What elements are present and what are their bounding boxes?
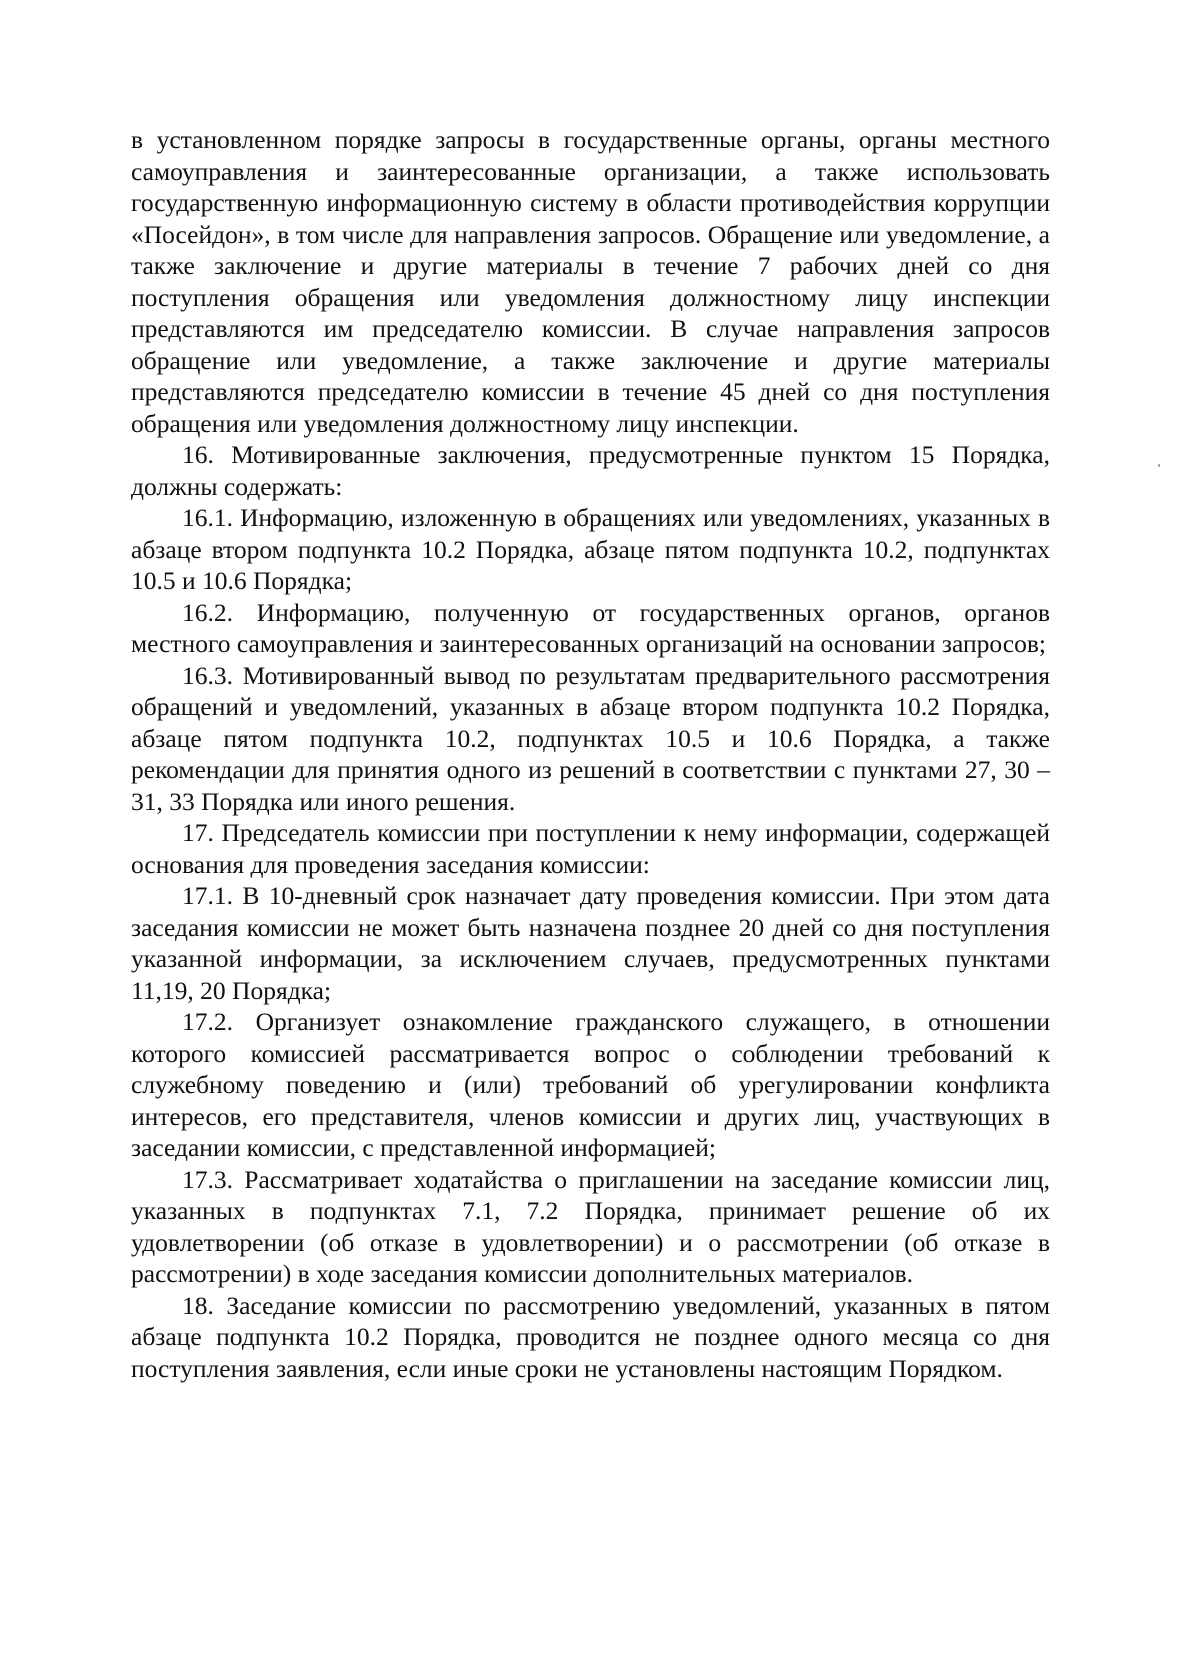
paragraph-16-2: 16.2. Информацию, полученную от государственных органов, органов местного самоуправления и заинтересованных организаций на основании запросов; <box>131 597 1050 658</box>
paragraph-16: 16. Мотивированные заключения, предусмотренные пунктом 15 Порядка, должны содержать: <box>131 440 1050 501</box>
scan-speck <box>1158 464 1160 467</box>
paragraph-17-3: 17.3. Рассматривает ходатайства о приглашении на заседание комиссии лиц, указанных в подпунктах 7.1, 7.2 Порядка, принимает решение об их удовлетворении (об отказе в удовлетворении) и о рассмотрении (об отказе в рассмотрении) в ходе заседания комиссии дополнительных материалов. <box>131 1164 1050 1288</box>
paragraph-17-1: 17.1. В 10-дневный срок назначает дату проведения комиссии. При этом дата заседания комиссии не может быть назначена позднее 20 дней со дня поступления указанной информации, за исключением случаев, предусмотренных пунктами 11,19, 20 Порядка; <box>131 881 1050 1005</box>
document-body <box>131 124 1050 1384</box>
paragraph-17: 17. Председатель комиссии при поступлении к нему информации, содержащей основания для проведения заседания комиссии: <box>131 818 1050 879</box>
paragraph-16-1: 16.1. Информацию, изложенную в обращениях или уведомлениях, указанных в абзаце втором подпункта 10.2 Порядка, абзаце пятом подпункта 10.2, подпунктах 10.5 и 10.6 Порядка; <box>131 503 1050 595</box>
paragraph-18: 18. Заседание комиссии по рассмотрению уведомлений, указанных в пятом абзаце подпункта 10.2 Порядка, проводится не позднее одного месяца со дня поступления заявления, если иные сроки не установлены настоящим Порядком. <box>131 1290 1050 1383</box>
paragraph-continuation: в установленном порядке запросы в государственные органы, органы местного самоуправления и заинтересованные организации, а также использовать государственную информационную систему в области противодействия коррупции «Посейдон», в том числе для направления запросов. Обращение или уведомление, а также заключение и другие материалы в течение 7 рабочих дней со дня поступления обращения или уведомления должностному лицу инспекции представляются им председателю комиссии. В случае направления запросов обращение или уведомление, а также заключение и другие материалы представляются председателю комиссии в течение 45 дней со дня поступления обращения или уведомления должностному лицу инспекции. <box>131 125 1050 438</box>
paragraph-16-3: 16.3. Мотивированный вывод по результатам предварительного рассмотрения обращений и уведомлений, указанных в абзаце втором подпункта 10.2 Порядка, абзаце пятом подпункта 10.2, подпунктах 10.5 и 10.6 Порядка, а также рекомендации для принятия одного из решений в соответствии с пунктами 27, 30 – 31, 33 Порядка или иного решения. <box>131 660 1050 816</box>
paragraph-17-2: 17.2. Организует ознакомление гражданского служащего, в отношении которого комиссией рассматривается вопрос о соблюдении требований к служебному поведению и (или) требований об урегулировании конфликта интересов, его представителя, членов комиссии и других лиц, участвующих в заседании комиссии, с представленной информацией; <box>131 1007 1050 1162</box>
